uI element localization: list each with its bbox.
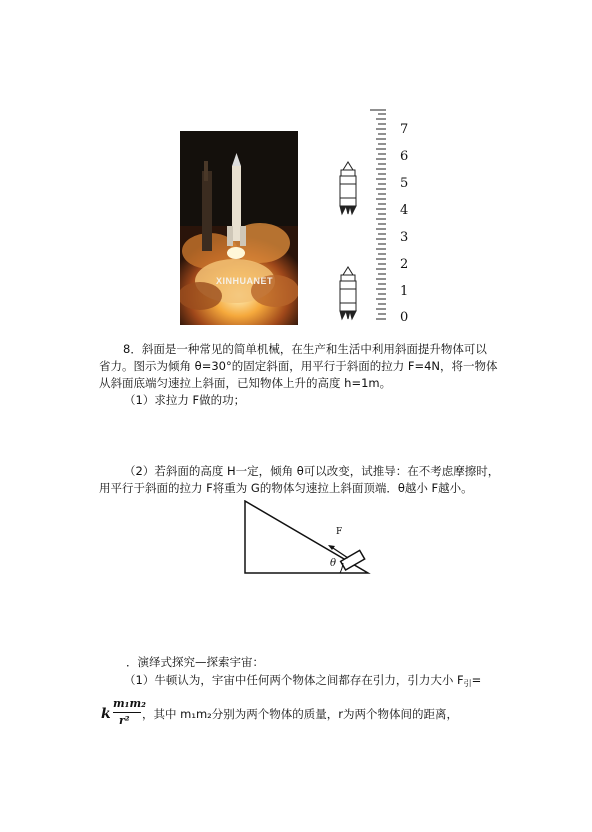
formula-numerator: m₁m₂: [113, 697, 146, 710]
scale-ticks: [376, 114, 386, 319]
scale-label-6: 6: [400, 149, 409, 164]
rocket-lower: [340, 267, 356, 319]
scale-label-1: 1: [400, 284, 409, 299]
scale-label-0: 0: [400, 310, 409, 325]
explore-line-1-text: （1）牛顿认为，宇宙中任何两个物体之间都存在引力，引力大小 F: [124, 673, 464, 687]
scale-label-3: 3: [400, 230, 409, 245]
rocket-launch-photo: [180, 131, 298, 325]
force-subscript: 引: [463, 679, 472, 688]
explore-line-1: [124, 672, 481, 692]
q8-sub-1: （1）求拉力 F做的功；: [124, 393, 246, 407]
formula-bar: [113, 712, 141, 713]
incline-figure: [244, 500, 376, 575]
rocket-upper: [340, 162, 356, 214]
photo-watermark: XINHUANET: [216, 276, 274, 286]
scale-label-7: 7: [400, 122, 409, 137]
scale-label-4: 4: [400, 203, 409, 218]
q8-line-3: 从斜面底端匀速拉上斜面，已知物体上升的高度 h=1m。: [99, 376, 392, 390]
angle-label: θ: [330, 558, 337, 569]
formula-denominator: r²: [119, 714, 130, 727]
equals-sign: =: [471, 673, 482, 687]
height-scale-figure: [320, 100, 430, 332]
force-label: F: [336, 527, 343, 537]
q8-sub-2-line-2: 用平行于斜面的拉力 F将重为 G的物体匀速拉上斜面顶端．θ越小 F越小。: [99, 481, 473, 495]
formula-k: k: [101, 706, 111, 722]
q8-line-2: 省力。图示为倾角 θ=30°的固定斜面，用平行于斜面的拉力 F=4N，将一物体: [99, 359, 498, 373]
explore-heading: ．演绎式探究—探索宇宙：: [126, 655, 264, 669]
explore-line-2: ，其中 m₁m₂分别为两个物体的质量，r为两个物体间的距离，: [142, 707, 459, 721]
scale-label-5: 5: [400, 176, 409, 191]
q8-sub-2-line-1: （2）若斜面的高度 H一定，倾角 θ可以改变，试推导：在不考虑摩擦时，: [124, 464, 500, 478]
scale-label-2: 2: [400, 257, 409, 272]
block-on-incline: [341, 550, 365, 570]
q8-line-1: 8．斜面是一种常见的简单机械，在生产和生活中利用斜面提升物体可以: [123, 342, 487, 356]
